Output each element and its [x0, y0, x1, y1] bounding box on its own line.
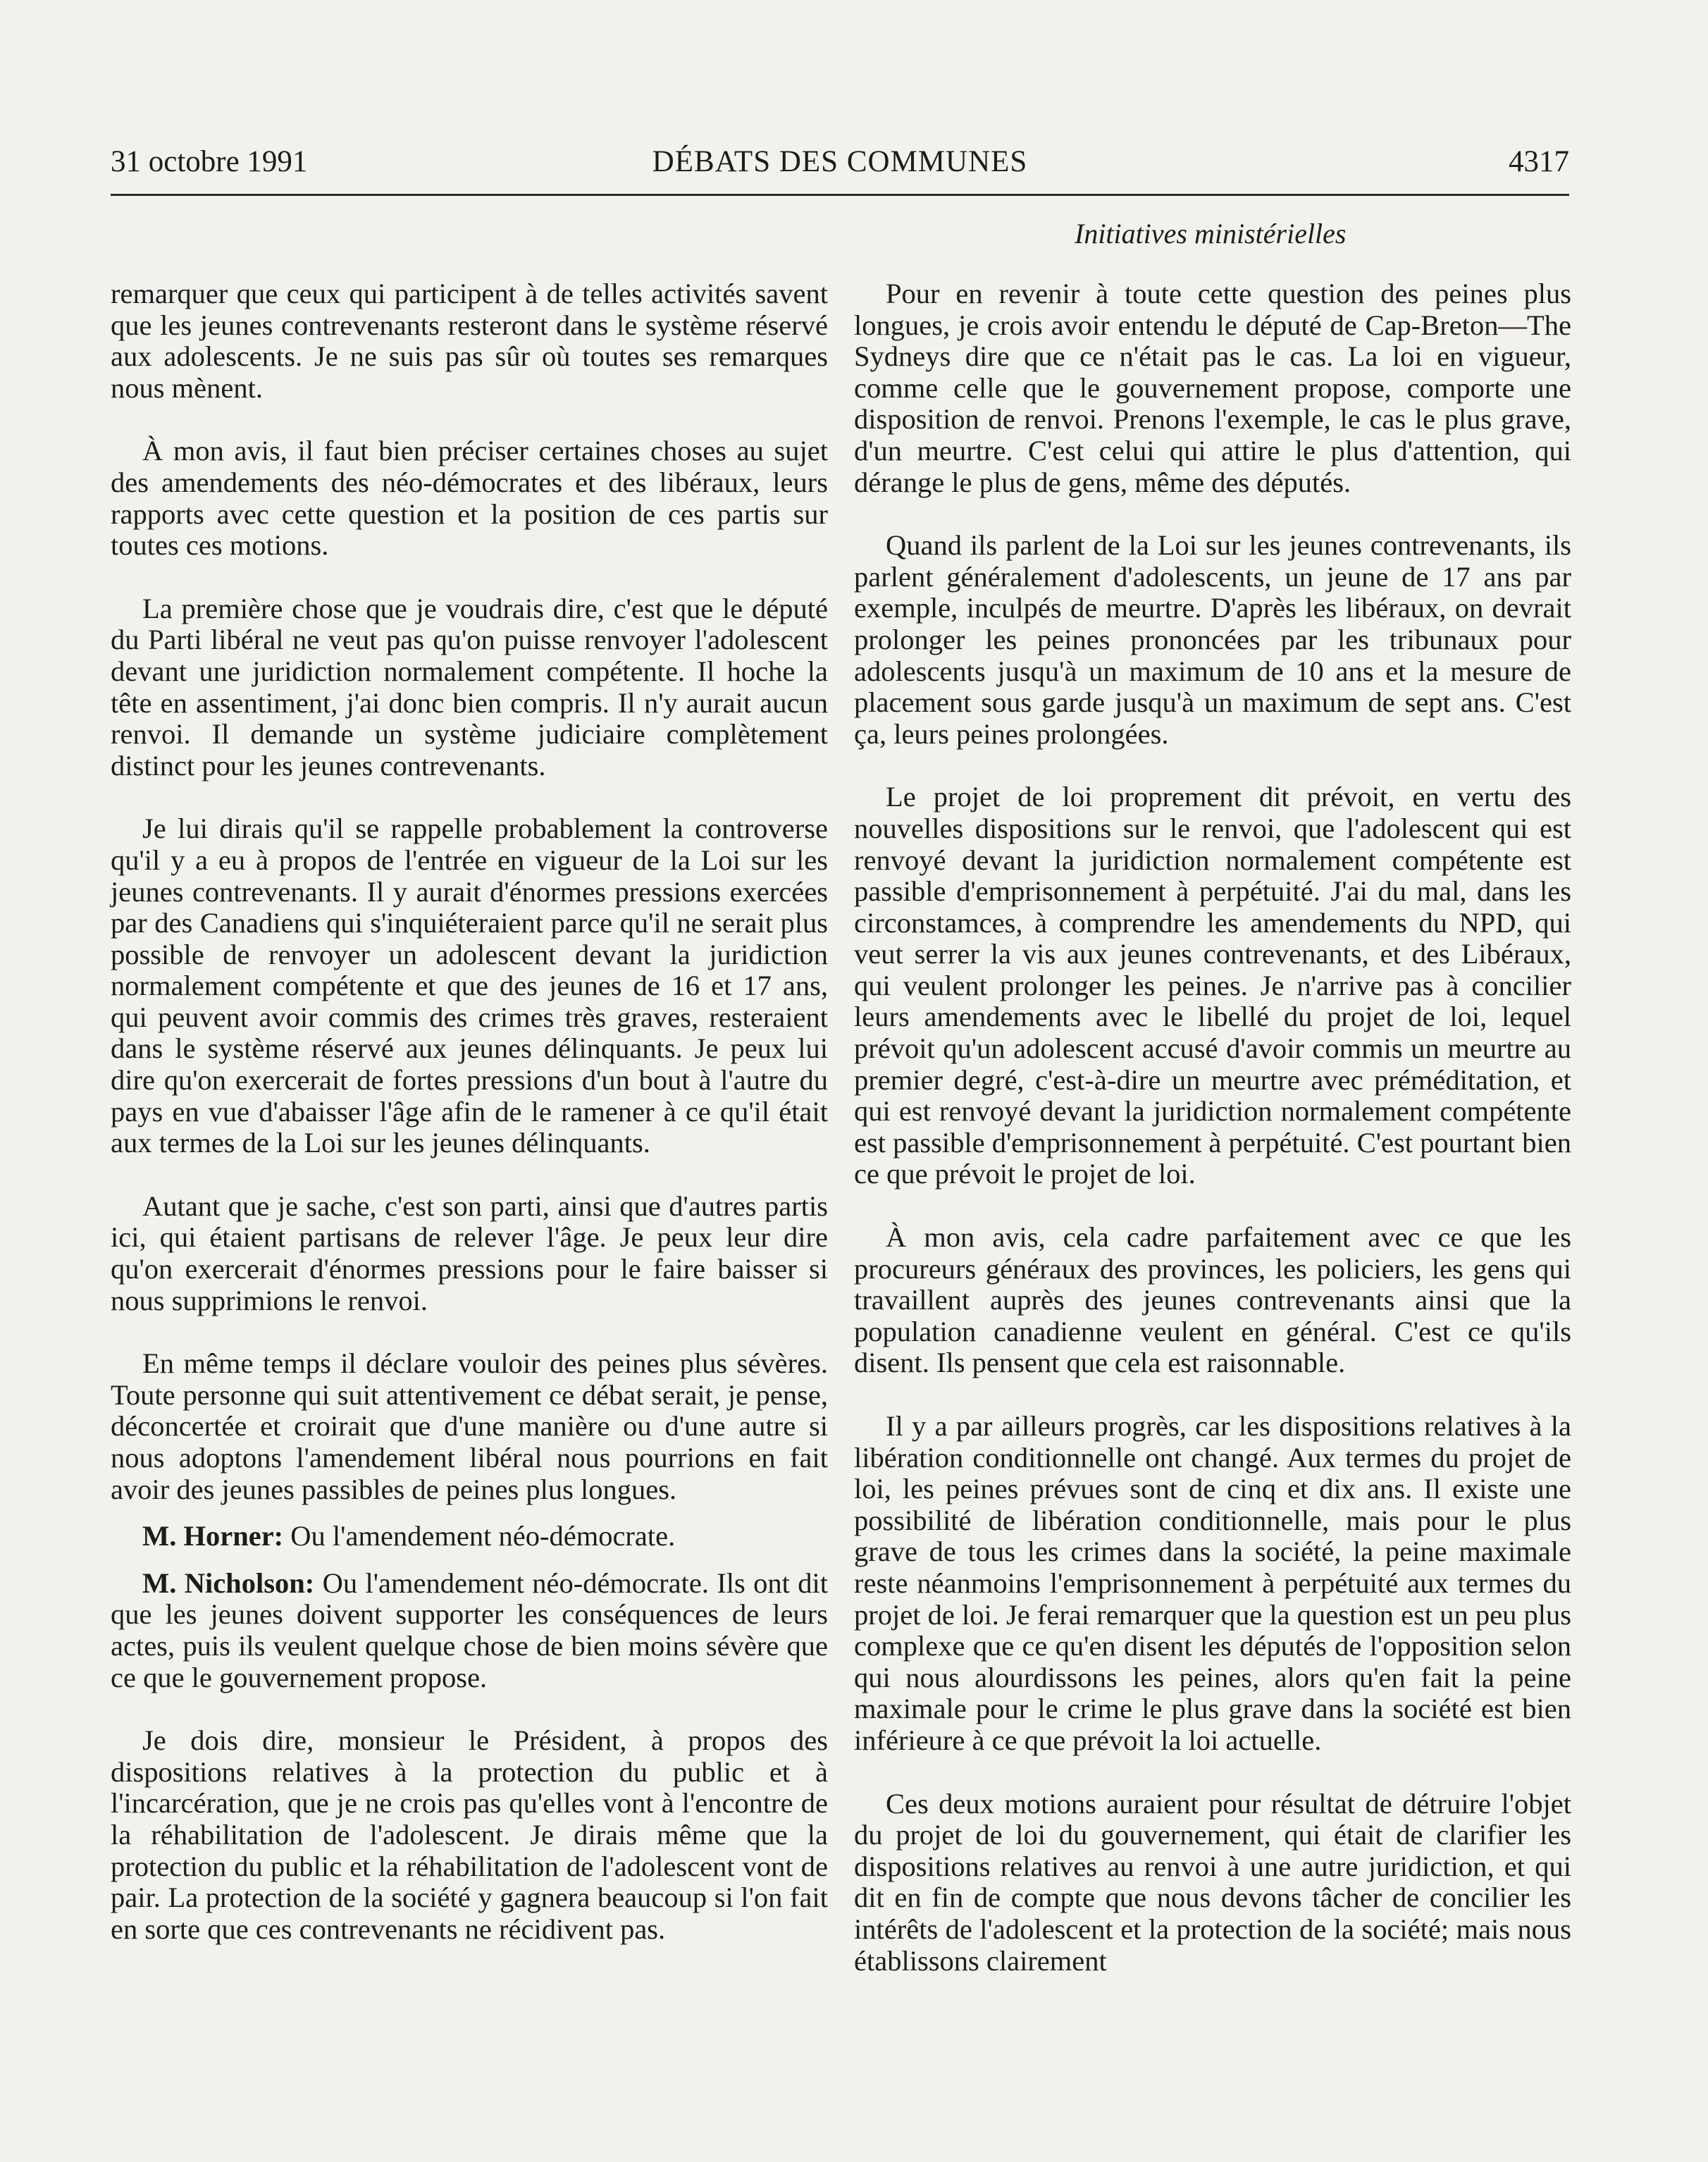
paragraph: Je lui dirais qu'il se rappelle probablement la controverse qu'il y a eu à propos de l'entrée en vigueur de la Loi sur les jeunes contrevenants. Il y aurait d'énormes pressions exercées par des Canadiens qui s'inquiéteraient parce qu'il ne serait plus possible de renvoyer un adolescent devant la juridiction normalement compétente et que des jeunes de 16 et 17 ans, qui peuvent avoir commis des crimes très graves, resteraient dans le système réservé aux jeunes délinquants. Je peux lui dire qu'on exercerait de fortes pressions d'un bout à l'autre du pays en vue d'abaisser l'âge afin de le ramener à ce qu'il était aux termes de la Loi sur les jeunes délinquants.: [111, 813, 828, 1159]
paragraph: À mon avis, cela cadre parfaitement avec ce que les procureurs généraux des provinces, les policiers, les gens qui travaillent auprès des jeunes contrevenants ainsi que la population canadienne veulent en général. C'est ce qu'ils disent. Ils pensent que cela est raisonnable.: [854, 1221, 1571, 1379]
paragraph: Ces deux motions auraient pour résultat de détruire l'objet du projet de loi du gouvernement, qui était de clarifier les dispositions relatives au renvoi à une autre juridiction, et qui dit en fin de compte que nous devons tâcher de concilier les intérêts de l'adolescent et la protection de la société; mais nous établissons clairement: [854, 1787, 1571, 1977]
speech-text: Ou l'amendement néo-démocrate. Ils ont dit que les jeunes doivent supporter les conséquences de leurs actes, puis ils veulent quelque chose de bien moins sévère que ce que le gouvernement propose.: [111, 1567, 829, 1693]
paragraph: Il y a par ailleurs progrès, car les dispositions relatives à la libération conditionnelle ont changé. Aux termes du projet de loi, les peines prévues sont de cinq et dix ans. Il existe une possibilité de libération conditionnelle, mais pour le plus grave de tous les crimes dans la société, la peine maximale reste néanmoins l'emprisonnement à perpétuité aux termes du projet de loi. Je ferai remarquer que la question est un peu plus complexe que ce qu'en disent les députés de l'opposition selon qui nous alourdissons les peines, alors qu'en fait la peine maximale pour le crime le plus grave dans la société est bien inférieure à ce que prévoit la loi actuelle.: [854, 1410, 1571, 1756]
paragraph: À mon avis, il faut bien préciser certaines choses au sujet des amendements des néo-démocrates et des libéraux, leurs rapports avec cette question et la position de ces partis sur toutes ces motions.: [111, 435, 828, 562]
paragraph: Pour en revenir à toute cette question des peines plus longues, je crois avoir entendu le député de Cap-Breton—The Sydneys dire que ce n'était pas le cas. La loi en vigueur, comme celle que le gouvernement propose, comporte une disposition de renvoi. Prenons l'exemple, le cas le plus grave, d'un meurtre. C'est celui qui attire le plus d'attention, qui dérange le plus de gens, même des députés.: [854, 278, 1571, 498]
right-column: [854, 278, 1571, 2008]
speech-horner: [111, 1521, 828, 1552]
left-column: [111, 278, 828, 1977]
speech-nicholson: [111, 1568, 828, 1693]
paragraph: Quand ils parlent de la Loi sur les jeunes contrevenants, ils parlent généralement d'adolescents, un jeune de 17 ans par exemple, inculpés de meurtre. D'après les libéraux, on devrait prolonger les peines prononcées par les tribunaux pour adolescents jusqu'à un maximum de 10 ans et la mesure de placement sous garde jusqu'à un maximum de sept ans. C'est ça, leurs peines prolongées.: [854, 529, 1571, 750]
paragraph: Je dois dire, monsieur le Président, à propos des dispositions relatives à la protection du public et à l'incarcération, que je ne crois pas qu'elles vont à l'encontre de la réhabilitation de l'adolescent. Je dirais même que la protection du public et la réhabilitation de l'adolescent vont de pair. La protection de la société y gagnera beaucoup si l'on fait en sorte que ces contrevenants ne récidivent pas.: [111, 1724, 828, 1945]
speech-text: Ou l'amendement néo-démocrate.: [290, 1520, 676, 1552]
paragraph: Le projet de loi proprement dit prévoit, en vertu des nouvelles dispositions sur le renvoi, que l'adolescent qui est renvoyé devant la juridiction normalement compétente est passible d'emprisonnement à perpétuité. J'ai du mal, dans les circonstamces, à comprendre les amendements du NPD, qui veut serrer la vis aux jeunes contrevenants, et des Libéraux, qui veulent prolonger les peines. Je n'arrive pas à concilier leurs amendements avec le libellé du projet de loi, lequel prévoit qu'un adolescent accusé d'avoir commis un meurtre au premier degré, c'est-à-dire un meurtre avec préméditation, et qui est renvoyé devant la juridiction normalement compétente est passible d'emprisonnement à perpétuité. C'est pourtant bien ce que prévoit le projet de loi.: [854, 781, 1571, 1190]
page-header: [111, 144, 1569, 196]
paragraph: remarquer que ceux qui participent à de telles activités savent que les jeunes contrevenants resteront dans le système réservé aux adolescents. Je ne suis pas sûr où toutes ses remarques nous mènent.: [111, 278, 828, 404]
paragraph: La première chose que je voudrais dire, c'est que le député du Parti libéral ne veut pas qu'on puisse renvoyer l'adolescent devant une juridiction normalement compétente. Il hoche la tête en assentiment, j'ai donc bien compris. Il n'y aurait aucun renvoi. Il demande un système judiciaire complètement distinct pour les jeunes contrevenants.: [111, 592, 828, 782]
speaker-name: M. Horner:: [142, 1520, 284, 1552]
publication-title: DÉBATS DES COMMUNES: [652, 145, 1028, 178]
header-date: 31 octobre 1991: [111, 145, 308, 178]
speaker-name: M. Nicholson:: [142, 1567, 315, 1599]
page-number: 4317: [1509, 145, 1569, 178]
paragraph: En même temps il déclare vouloir des peines plus sévères. Toute personne qui suit attentivement ce débat serait, je pense, déconcertée et croirait que d'une manière ou d'une autre si nous adoptons l'amendement libéral nous pourrions en fait avoir des jeunes passibles de peines plus longues.: [111, 1347, 828, 1505]
paragraph: Autant que je sache, c'est son parti, ainsi que d'autres partis ici, qui étaient partisans de relever l'âge. Je peux leur dire qu'on exercerait d'énormes pressions pour le faire baisser si nous supprimions le renvoi.: [111, 1190, 828, 1316]
section-title: Initiatives ministérielles: [1075, 218, 1347, 249]
